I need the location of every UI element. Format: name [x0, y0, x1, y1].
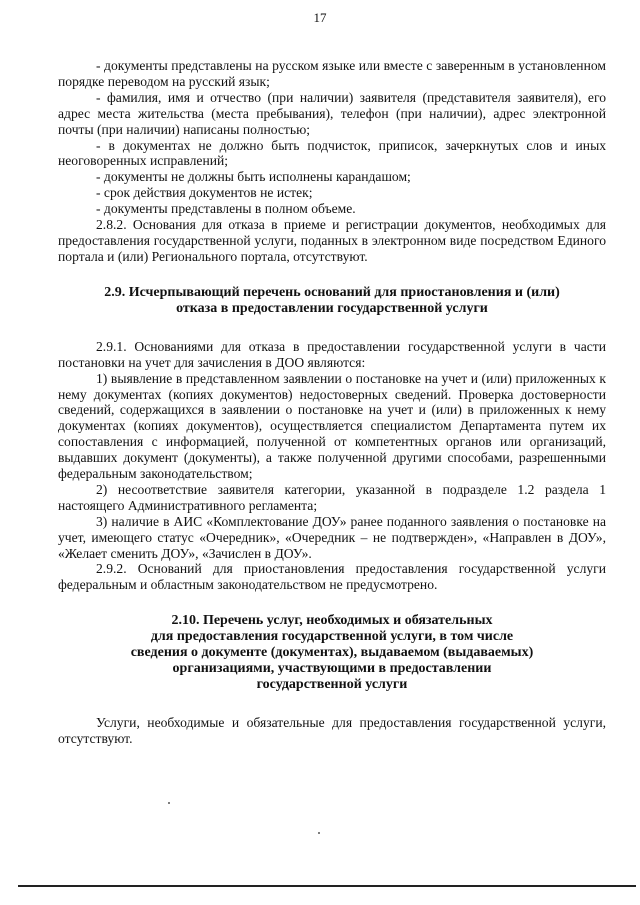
paragraph-full-volume: - документы представлены в полном объеме.: [96, 201, 356, 217]
page-number: 17: [313, 10, 327, 25]
heading-line: отказа в предоставлении государственной услуги: [176, 300, 488, 316]
paragraph-item-2: 2) несоответствие заявителя категории, указанной в подразделе 1.2 раздела 1 настоящего Административного регламента;: [58, 481, 606, 513]
heading-line: государственной услуги: [256, 677, 408, 693]
paragraph-services: Услуги, необходимые и обязательные для предоставления государственной услуги, отсутствуют.: [58, 715, 606, 747]
scan-speck: [318, 832, 320, 834]
spacer: [58, 317, 606, 339]
paragraph-item-3: 3) наличие в АИС «Комплектование ДОУ» ранее поданного заявления о постановке на учет, имеющего статус «Очередник», «Очередник – не подтвержден», «Направлен в ДОУ», «Желает сменить ДОУ», «Зачислен в ДОУ».: [58, 513, 606, 561]
paragraph-2-8-2: 2.8.2. Основания для отказа в приеме и регистрации документов, необходимых для предоставления государственной услуги, поданных в электронном виде посредством Единого портала и (или) Регионального портала, отсутствуют.: [58, 217, 606, 264]
heading-line: для предоставления государственной услуги, в том числе: [150, 629, 514, 645]
paragraph-2-9-1: 2.9.1. Основаниями для отказа в предоставлении государственной услуги в части постановки на учет для зачисления в ДОО являются:: [58, 338, 606, 370]
paragraph-applicant-name: - фамилия, имя и отчество (при наличии) заявителя (представителя заявителя), его адрес места жительства (места пребывания), телефон (при наличии), адрес электронной почты (при наличии) написаны полностью;: [58, 89, 606, 137]
paragraph-item-1: 1) выявление в представленном заявлении о постановке на учет и (или) приложенных к нему документах (копиях документов) недостоверных сведений. Проверка достоверности сведений, содержащихся в заявлении о постановке на учет и (или) в приложенных к нему документах (копиях документов), осуществляется специалистом Департамента путем их сопоставления с информацией, полученной от компетентных органов или организаций, выдавших документ (документы), а также полученной другими способами, разрешенными федеральным законодательством;: [58, 370, 606, 482]
section-heading-2-10: [58, 613, 606, 693]
paragraph-2-9-2: 2.9.2. Оснований для приостановления предоставления государственной услуги федеральным и областным законодательством не предусмотрено.: [58, 561, 606, 593]
spacer: [58, 265, 606, 285]
paragraph-no-pencil: - документы не должны быть исполнены карандашом;: [96, 169, 411, 185]
heading-line: 2.9. Исчерпывающий перечень оснований для приостановления и (или): [104, 284, 560, 300]
page-content: [58, 58, 606, 747]
paragraph-russian-language: - документы представлены на русском языке или вместе с заверенным в установленном порядке переводом на русский язык;: [58, 58, 606, 89]
heading-line: сведения о документе (документах), выдаваемом (выдаваемых): [130, 645, 534, 661]
paragraph-not-expired: - срок действия документов не истек;: [96, 185, 313, 201]
scan-bottom-edge-line: [18, 885, 636, 887]
section-heading-2-9: [58, 285, 606, 317]
scan-speck: [168, 802, 170, 804]
heading-line: организациями, участвующими в предоставлении: [172, 661, 492, 677]
paragraph-no-erasures: - в документах не должно быть подчисток, приписок, зачеркнутых слов и иных неоговоренных исправлений;: [58, 137, 606, 169]
heading-line: 2.10. Перечень услуг, необходимых и обязательных: [171, 613, 493, 629]
spacer: [58, 693, 606, 715]
spacer: [58, 593, 606, 613]
